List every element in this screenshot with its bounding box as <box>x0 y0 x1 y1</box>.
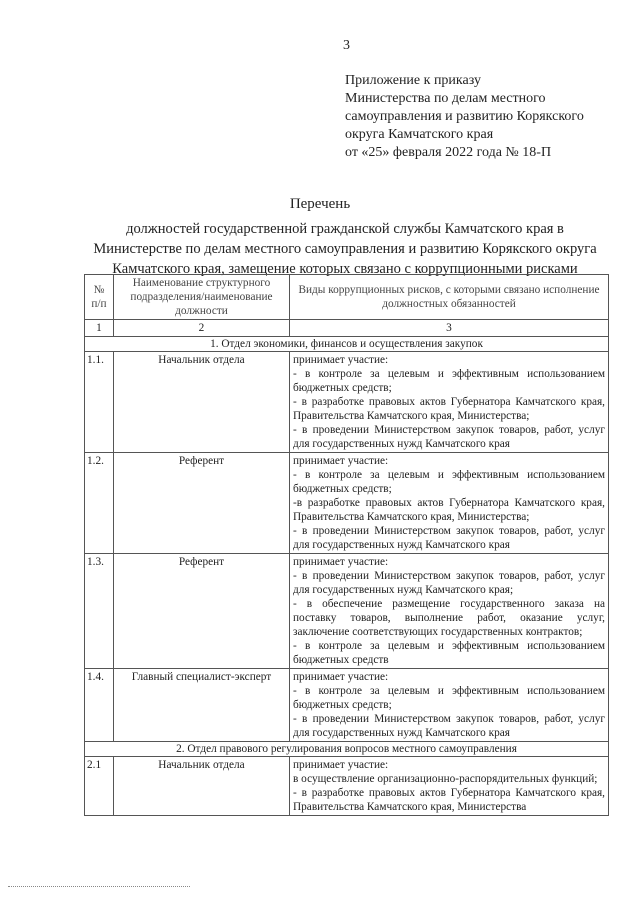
risk-item: - в проведении Министерством закупок товаров, работ, услуг для государственных нужд Камчатского края <box>293 713 605 739</box>
index-cell: 3 <box>290 320 609 337</box>
risk-item: -в разработке правовых актов Губернатора Камчатского края, Правительства Камчатского края, Министерства; <box>293 497 605 523</box>
index-cell: 1 <box>85 320 114 337</box>
row-number: 2.1 <box>85 757 114 816</box>
index-cell: 2 <box>114 320 290 337</box>
header-num: № п/п <box>85 275 114 320</box>
table-body <box>85 320 609 816</box>
risk-item: - в разработке правовых актов Губернатора Камчатского края, Правительства Камчатского края, Министерства <box>293 787 605 813</box>
header-position: Наименование структурного подразделения/наименование должности <box>114 275 290 320</box>
position-name: Начальник отдела <box>114 757 290 816</box>
appendix-line: округа Камчатского края <box>345 127 494 142</box>
section-title: 1. Отдел экономики, финансов и осуществления закупок <box>85 337 609 352</box>
risk-item: принимает участие: <box>293 671 389 683</box>
risk-list <box>290 352 609 453</box>
appendix-line: Приложение к приказу <box>345 73 481 88</box>
position-name: Референт <box>114 554 290 669</box>
risk-item: - в разработке правовых актов Губернатора Камчатского края, Правительства Камчатского края, Министерства; <box>293 396 605 422</box>
table-header-row <box>85 275 609 320</box>
position-name: Главный специалист-эксперт <box>114 669 290 742</box>
risk-item: - в контроле за целевым и эффективным использованием бюджетных средств <box>293 640 605 666</box>
risk-list <box>290 669 609 742</box>
document-subtitle: должностей государственной гражданской службы Камчатского края в Министерстве по делам местного самоуправления и развитию Корякского округа Камчатского края, замещение которых связано с коррупционными рисками <box>93 221 597 277</box>
appendix-header <box>345 72 630 162</box>
risk-item: принимает участие: <box>293 354 389 366</box>
section-title: 2. Отдел правового регулирования вопросов местного самоуправления <box>85 742 609 757</box>
position-name: Начальник отдела <box>114 352 290 453</box>
row-number: 1.1. <box>85 352 114 453</box>
risk-item: принимает участие: <box>293 556 389 568</box>
row-number: 1.4. <box>85 669 114 742</box>
table-row <box>85 757 609 816</box>
index-row <box>85 320 609 337</box>
footer-rule <box>8 886 190 887</box>
table-row <box>85 352 609 453</box>
appendix-line: от «25» февраля 2022 года № 18-П <box>345 145 552 160</box>
risk-item: в осуществление организационно-распорядительных функций; <box>293 773 598 785</box>
appendix-line: самоуправления и развитию Корякского <box>345 109 584 124</box>
row-number: 1.3. <box>85 554 114 669</box>
section-row <box>85 337 609 352</box>
table-row <box>85 453 609 554</box>
risk-item: - в проведении Министерством закупок товаров, работ, услуг для государственных нужд Камчатского края <box>293 424 605 450</box>
risk-list <box>290 554 609 669</box>
risk-list <box>290 453 609 554</box>
risk-list <box>290 757 609 816</box>
risk-item: - в контроле за целевым и эффективным использованием бюджетных средств; <box>293 469 605 495</box>
header-risks: Виды коррупционных рисков, с которыми связано исполнение должностных обязанностей <box>290 275 609 320</box>
appendix-line: Министерства по делам местного <box>345 91 546 106</box>
table-row <box>85 669 609 742</box>
table-row <box>85 554 609 669</box>
risk-item: принимает участие: <box>293 455 389 467</box>
page-number: 3 <box>343 38 350 53</box>
position-name: Референт <box>114 453 290 554</box>
row-number: 1.2. <box>85 453 114 554</box>
positions-table <box>84 274 609 816</box>
risk-item: принимает участие: <box>293 759 389 771</box>
risk-item: - в проведении Министерством закупок товаров, работ, услуг для государственных нужд Камчатского края; <box>293 570 605 596</box>
risk-item: - в контроле за целевым и эффективным использованием бюджетных средств; <box>293 685 605 711</box>
section-row <box>85 742 609 757</box>
document-title: Перечень <box>289 196 351 212</box>
risk-item: - в проведении Министерством закупок товаров, работ, услуг для государственных нужд Камчатского края <box>293 525 605 551</box>
risk-item: - в обеспечение размещение государственного заказа на поставку товаров, выполнение работ, оказание услуг, заключение соответствующих государственных контрактов; <box>293 598 605 638</box>
risk-item: - в контроле за целевым и эффективным использованием бюджетных средств; <box>293 368 605 394</box>
